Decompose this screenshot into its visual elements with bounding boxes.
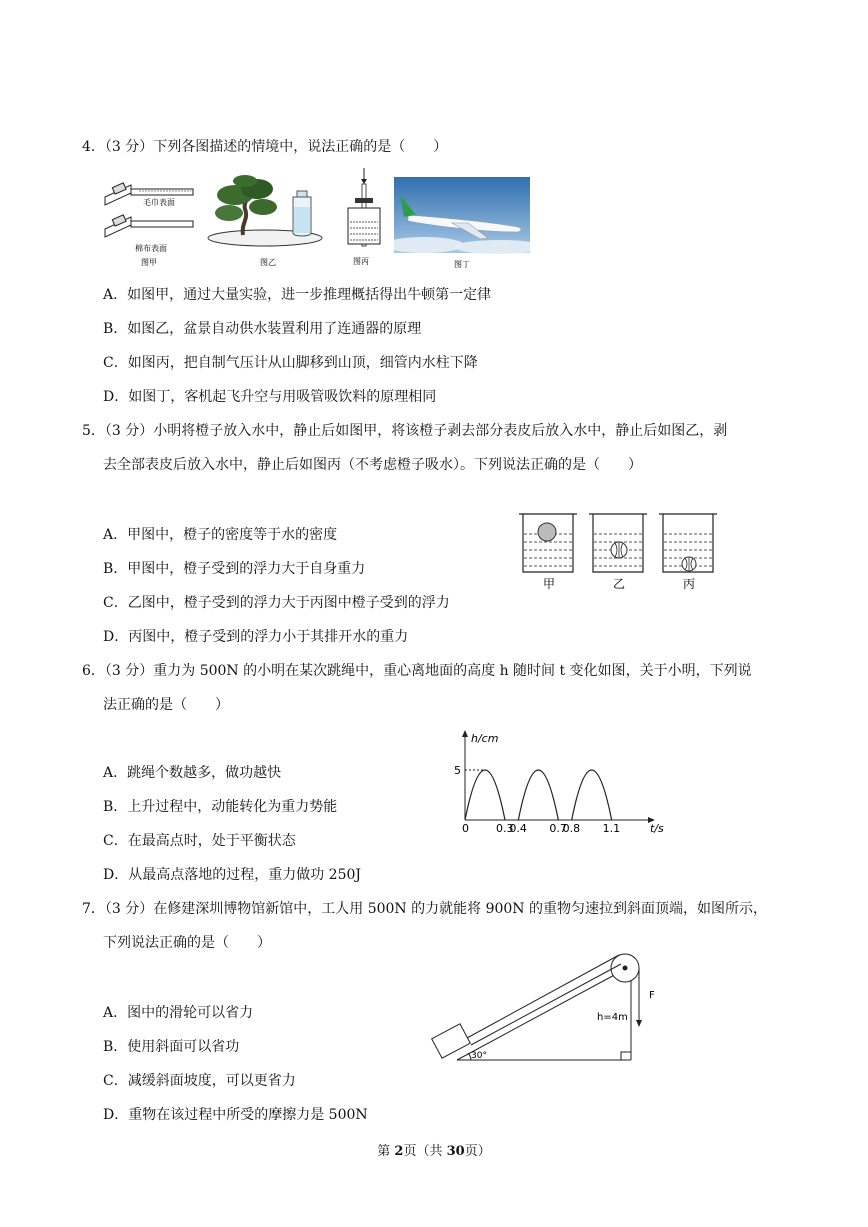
top-board <box>131 189 193 195</box>
x-tick-label: 0.4 <box>509 822 527 835</box>
q7-option-d[interactable]: D．重物在该过程中所受的摩擦力是 500N <box>103 1107 368 1123</box>
jia-label: 甲 <box>543 577 556 591</box>
bing-label: 图丙 <box>353 257 369 266</box>
footer-middle: 页（共 <box>403 1144 447 1159</box>
q4-option-b[interactable]: B．如图乙，盆景自动供水装置利用了连通器的原理 <box>103 321 422 337</box>
page-total: 30 <box>446 1144 465 1159</box>
q4-stem: 4．（3 分）下列各图描述的情境中，说法正确的是（ ） <box>82 139 448 155</box>
x-axis-label: t/s <box>650 822 664 835</box>
yi-label: 图乙 <box>260 258 276 267</box>
q7-option-b[interactable]: B．使用斜面可以省功 <box>103 1039 240 1055</box>
x-tick-label: 1.1 <box>602 822 621 835</box>
beaker-jia <box>519 514 577 591</box>
footer-suffix: 页） <box>464 1144 491 1159</box>
q7-stem-line1: 7．（3 分）在修建深圳博物馆新馆中，工人用 500N 的力就能将 900N 的重物匀速拉到斜面顶端，如图所示， <box>82 901 768 917</box>
angle-label: 30° <box>471 1051 487 1061</box>
beaker-bing <box>659 514 717 591</box>
q7-option-c[interactable]: C．减缓斜面坡度，可以更省力 <box>103 1073 296 1089</box>
q6-stem-line1: 6．（3 分）重力为 500N 的小明在某次跳绳中，重心离地面的高度 h 随时间 t 变化如图，关于小明，下列说 <box>82 663 752 679</box>
y-tick-label: 5 <box>454 764 461 777</box>
q4-figure-yi <box>205 175 335 270</box>
q5-figure-beakers <box>515 510 725 594</box>
x-tick-label: 0.7 <box>549 822 567 835</box>
q4-option-d[interactable]: D．如图丁，客机起飞升空与用吸管吸饮料的原理相同 <box>103 389 437 405</box>
jump-arc-1 <box>465 770 505 820</box>
x-tick-label: 0.8 <box>562 822 581 835</box>
x-tick-label: 0 <box>462 822 469 835</box>
q7-option-a[interactable]: A．图中的滑轮可以省力 <box>103 1005 254 1021</box>
q4-figure-bing <box>340 168 390 270</box>
q6-option-b[interactable]: B．上升过程中，动能转化为重力势能 <box>103 799 338 815</box>
force-label: F <box>649 990 655 1001</box>
x-tick-label: 0.3 <box>496 822 514 835</box>
beaker-yi <box>589 514 647 591</box>
q5-stem-line2: 去全部表皮后放入水中，静止后如图丙（不考虑橙子吸水）。下列说法正确的是（ ） <box>103 457 642 473</box>
q7-stem-line2: 下列说法正确的是（ ） <box>103 935 271 951</box>
rope-lower <box>471 964 621 1045</box>
q7-incline-figure <box>425 948 665 1070</box>
foliage-3 <box>215 205 243 221</box>
flask <box>348 208 380 244</box>
q5-stem-line1: 5．（3 分）小明将橙子放入水中，静止后如图甲，将该橙子剥去部分表皮后放入水中，静止后如图乙，剥 <box>82 423 728 439</box>
jump-arc-2 <box>518 770 558 820</box>
q6-stem-line2: 法正确的是（ ） <box>103 697 229 713</box>
height-label: h=4m <box>597 1012 628 1023</box>
q6-option-d[interactable]: D．从最高点落地的过程，重力做功 250J <box>103 867 362 883</box>
bottom-board <box>131 221 193 227</box>
q4-figure-ding <box>394 177 530 272</box>
q4-option-c[interactable]: C．如图丙，把自制气压计从山脚移到山顶，细管内水柱下降 <box>103 355 478 371</box>
q6-option-c[interactable]: C．在最高点时，处于平衡状态 <box>103 833 296 849</box>
footer-prefix: 第 <box>377 1144 395 1159</box>
page-number: 2 <box>394 1144 404 1159</box>
q5-option-b[interactable]: B．甲图中，橙子受到的浮力大于自身重力 <box>103 561 366 577</box>
page-footer <box>0 1140 868 1159</box>
ding-label: 图丁 <box>454 260 470 269</box>
foliage-4 <box>249 199 277 215</box>
jia-label: 图甲 <box>141 258 157 267</box>
y-axis-label: h/cm <box>471 732 499 745</box>
bing-label: 丙 <box>683 577 696 591</box>
load-block <box>432 1024 471 1058</box>
q5-option-a[interactable]: A．甲图中，橙子的密度等于水的密度 <box>103 527 338 543</box>
q4-option-a[interactable]: A．如图甲，通过大量实验，进一步推理概括得出牛顿第一定律 <box>103 287 492 303</box>
yi-label: 乙 <box>613 577 626 591</box>
q5-option-c[interactable]: C．乙图中，橙子受到的浮力大于丙图中橙子受到的浮力 <box>103 595 450 611</box>
rope-upper <box>467 955 619 1038</box>
q6-option-a[interactable]: A．跳绳个数越多，做功越快 <box>103 765 282 781</box>
cotton-label: 棉布表面 <box>135 244 167 253</box>
jump-arc-3 <box>572 770 612 820</box>
q6-height-time-chart <box>445 728 670 838</box>
stopper <box>355 198 373 203</box>
towel-label: 毛巾表面 <box>143 198 175 207</box>
q4-figure-jia <box>103 175 198 270</box>
foliage-5 <box>233 175 257 187</box>
q5-option-d[interactable]: D．丙图中，橙子受到的浮力小于其排开水的重力 <box>103 629 409 645</box>
orange-jia <box>538 523 556 541</box>
